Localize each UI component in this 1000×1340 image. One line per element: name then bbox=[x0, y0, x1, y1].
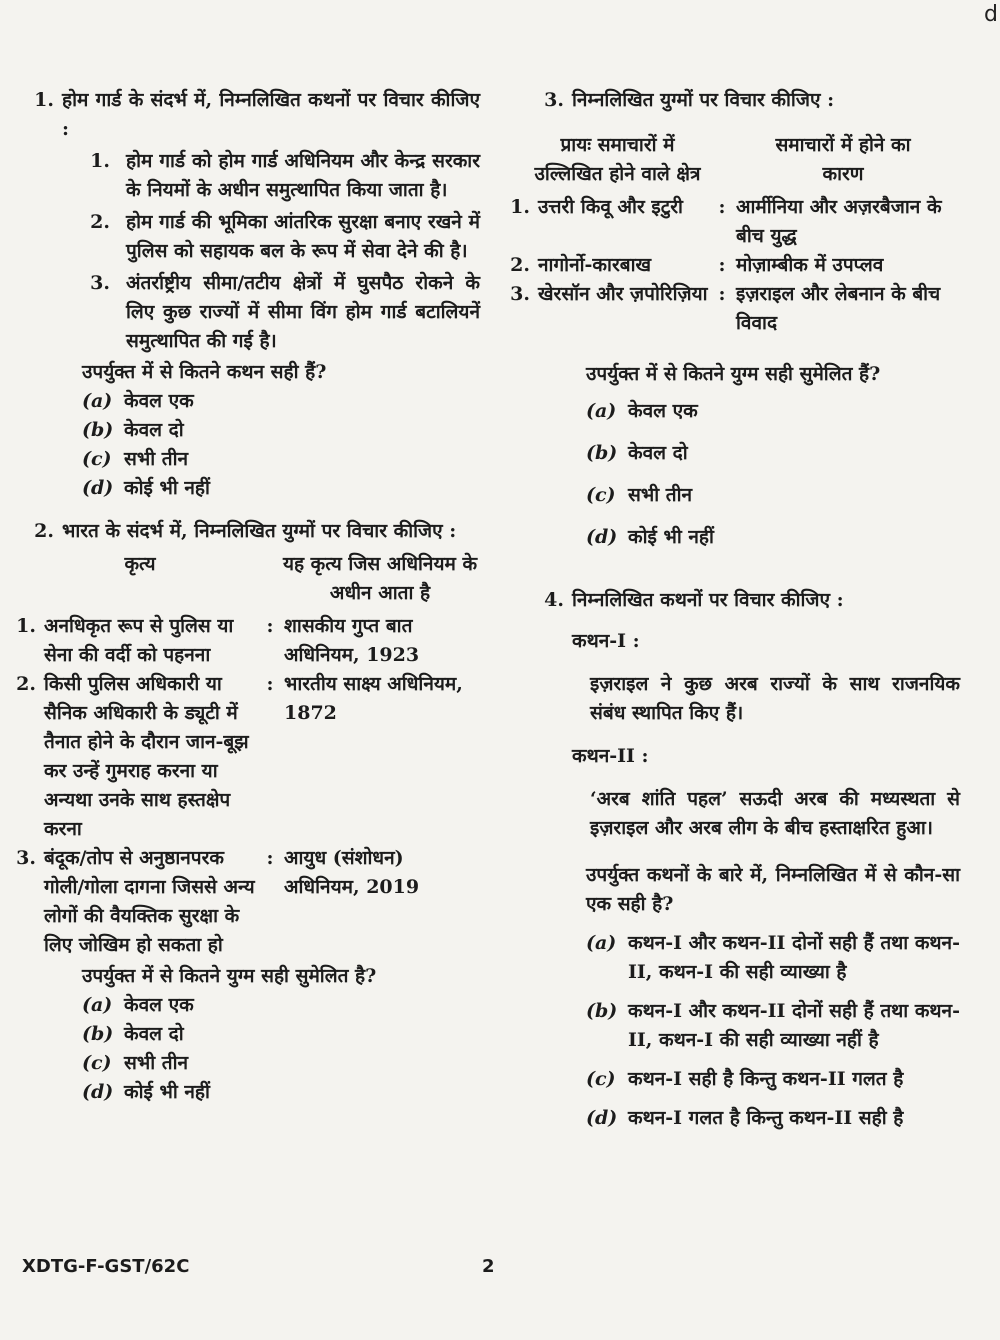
pair-act: अनधिकृत रूप से पुलिस या सेना की वर्दी को पहनना bbox=[44, 615, 234, 666]
question-number: 3. bbox=[544, 89, 564, 111]
option-b[interactable] bbox=[82, 416, 480, 445]
question-prompt: उपर्युक्त में से कितने कथन सही हैं? bbox=[82, 361, 327, 383]
option-label: (d) bbox=[82, 477, 114, 499]
pair-area: नागोर्नो-कारबाख bbox=[538, 254, 652, 276]
pair-reason: आर्मीनिया और अज़रबैजान के बीच युद्ध bbox=[736, 196, 942, 247]
option-d[interactable] bbox=[586, 523, 960, 552]
option-c[interactable] bbox=[82, 445, 480, 474]
question-1 bbox=[20, 86, 480, 503]
option-b[interactable] bbox=[586, 439, 960, 468]
column-header-area: प्रायः समाचारों में उल्लिखित होने वाले क्षेत्र bbox=[534, 134, 701, 185]
option-text: कथन-I गलत है किन्तु कथन-II सही है bbox=[628, 1107, 904, 1129]
pair-separator: : bbox=[718, 254, 726, 276]
pair-table-header bbox=[530, 131, 960, 189]
option-text: केवल एक bbox=[628, 400, 698, 422]
option-text: केवल दो bbox=[628, 442, 688, 464]
option-b[interactable] bbox=[82, 1020, 480, 1049]
pair-area: खेरसॉन और ज़पोरिज़िया bbox=[538, 283, 708, 305]
pair-law: भारतीय साक्ष्य अधिनियम, 1872 bbox=[284, 673, 463, 724]
option-label: (b) bbox=[586, 1000, 618, 1022]
option-a[interactable] bbox=[82, 991, 480, 1020]
pair-area: उत्तरी किवू और इटुरी bbox=[538, 196, 683, 218]
question-stem: निम्नलिखित कथनों पर विचार कीजिए : bbox=[572, 589, 844, 611]
statement-1-label: कथन-I : bbox=[572, 630, 640, 652]
pair-act: बंदूक/तोप से अनुष्ठानपरक गोली/गोला दागना जिससे अन्य लोगों की वैयक्तिक सुरक्षा के लिए जोखिम हो सकता हो bbox=[44, 847, 255, 956]
statement-number: 1. bbox=[90, 150, 110, 172]
pair-number: 2. bbox=[510, 254, 530, 276]
option-label: (d) bbox=[82, 1081, 114, 1103]
column-header-law: यह कृत्य जिस अधिनियम के अधीन आता है bbox=[282, 553, 478, 604]
pair-reason: इज़राइल और लेबनान के बीच विवाद bbox=[736, 283, 941, 334]
option-label: (a) bbox=[82, 390, 113, 412]
pair-row bbox=[2, 844, 480, 960]
pair-law: शासकीय गुप्त बात अधिनियम, 1923 bbox=[284, 615, 420, 666]
option-c[interactable] bbox=[586, 481, 960, 510]
statement bbox=[20, 269, 480, 356]
statement-1-text: इज़राइल ने कुछ अरब राज्यों के साथ राजनयिक संबंध स्थापित किए हैं। bbox=[590, 673, 960, 724]
pair-row bbox=[496, 251, 960, 280]
option-text: कोई भी नहीं bbox=[124, 477, 210, 499]
option-c[interactable] bbox=[586, 1065, 960, 1094]
statement bbox=[20, 147, 480, 205]
pair-number: 3. bbox=[510, 283, 530, 305]
option-label: (c) bbox=[82, 1052, 112, 1074]
pair-separator: : bbox=[266, 673, 274, 695]
question-3 bbox=[510, 86, 960, 552]
pair-number: 3. bbox=[16, 847, 36, 869]
pair-row bbox=[496, 280, 960, 338]
statement-2-text: ‘अरब शांति पहल’ सऊदी अरब की मध्यस्थता से इज़राइल और अरब लीग के बीच हस्ताक्षरित हुआ। bbox=[590, 788, 960, 839]
question-prompt: उपर्युक्त में से कितने युग्म सही सुमेलित हैं? bbox=[586, 363, 881, 385]
option-text: कथन-I और कथन-II दोनों सही हैं तथा कथन-II, कथन-I की सही व्याख्या नहीं है bbox=[628, 1000, 960, 1051]
option-text: केवल एक bbox=[124, 390, 194, 412]
pair-number: 1. bbox=[16, 615, 36, 637]
pair-separator: : bbox=[266, 615, 274, 637]
pair-row bbox=[2, 612, 480, 670]
option-label: (b) bbox=[586, 442, 618, 464]
pair-number: 2. bbox=[16, 673, 36, 695]
option-c[interactable] bbox=[82, 1049, 480, 1078]
option-text: कोई भी नहीं bbox=[124, 1081, 210, 1103]
option-text: कथन-I और कथन-II दोनों सही हैं तथा कथन-II, कथन-I की सही व्याख्या है bbox=[628, 932, 960, 983]
option-text: कथन-I सही है किन्तु कथन-II गलत है bbox=[628, 1068, 904, 1090]
option-label: (c) bbox=[586, 1068, 616, 1090]
pair-reason: मोज़ाम्बीक में उपप्लव bbox=[736, 254, 884, 276]
option-d[interactable] bbox=[82, 474, 480, 503]
option-text: केवल दो bbox=[124, 1023, 184, 1045]
statement-text: अंतर्राष्ट्रीय सीमा/तटीय क्षेत्रों में घुसपैठ रोकने के लिए कुछ राज्यों में सीमा विंग होम गार्ड बटालियनें समुत्थापित की गई है। bbox=[126, 272, 480, 352]
option-a[interactable] bbox=[586, 397, 960, 426]
option-label: (b) bbox=[82, 419, 114, 441]
pair-separator: : bbox=[718, 196, 726, 218]
option-d[interactable] bbox=[82, 1078, 480, 1107]
column-header-reason: समाचारों में होने का कारण bbox=[775, 134, 911, 185]
pair-row bbox=[496, 193, 960, 251]
left-column bbox=[16, 86, 480, 1107]
option-label: (c) bbox=[82, 448, 112, 470]
question-number: 4. bbox=[544, 589, 564, 611]
question-number: 1. bbox=[34, 89, 54, 111]
option-text: केवल एक bbox=[124, 994, 194, 1016]
option-text: कोई भी नहीं bbox=[628, 526, 714, 548]
option-text: सभी तीन bbox=[124, 448, 189, 470]
statement-2-label: कथन-II : bbox=[572, 745, 649, 767]
option-label: (d) bbox=[586, 1107, 618, 1129]
pair-row bbox=[2, 670, 480, 844]
paper-code: XDTG-F-GST/62C bbox=[22, 1256, 190, 1277]
column-header-act: कृत्य bbox=[124, 553, 156, 575]
question-number: 2. bbox=[34, 520, 54, 542]
question-stem: होम गार्ड के संदर्भ में, निम्नलिखित कथनों पर विचार कीजिए : bbox=[62, 89, 480, 140]
pair-separator: : bbox=[266, 847, 274, 869]
statement-text: होम गार्ड की भूमिका आंतरिक सुरक्षा बनाए रखने में पुलिस को सहायक बल के रूप में सेवा देने की है। bbox=[126, 211, 480, 262]
option-label: (a) bbox=[586, 932, 617, 954]
option-text: सभी तीन bbox=[628, 484, 693, 506]
options-list bbox=[82, 991, 480, 1107]
statement-text: होम गार्ड को होम गार्ड अधिनियम और केन्द्र सरकार के नियमों के अधीन समुत्थापित किया जाता है। bbox=[126, 150, 480, 201]
pair-number: 1. bbox=[510, 196, 530, 218]
pair-law: आयुध (संशोधन) अधिनियम, 2019 bbox=[284, 847, 420, 898]
right-column bbox=[510, 86, 960, 1133]
question-4 bbox=[530, 586, 960, 1133]
option-label: (a) bbox=[586, 400, 617, 422]
option-text: सभी तीन bbox=[124, 1052, 189, 1074]
pair-separator: : bbox=[718, 283, 726, 305]
option-label: (c) bbox=[586, 484, 616, 506]
option-label: (a) bbox=[82, 994, 113, 1016]
question-prompt: उपर्युक्त कथनों के बारे में, निम्नलिखित में से कौन-सा एक सही है? bbox=[586, 864, 960, 915]
option-text: केवल दो bbox=[124, 419, 184, 441]
options-list bbox=[586, 397, 960, 552]
pair-table-header bbox=[20, 550, 480, 608]
statement-number: 2. bbox=[90, 211, 110, 233]
question-2 bbox=[16, 517, 480, 1107]
question-stem: भारत के संदर्भ में, निम्नलिखित युग्मों पर विचार कीजिए : bbox=[62, 520, 457, 542]
corner-mark: d bbox=[984, 2, 998, 27]
option-label: (b) bbox=[82, 1023, 114, 1045]
statement bbox=[20, 208, 480, 266]
options-list bbox=[82, 387, 480, 503]
question-prompt: उपर्युक्त में से कितने युग्म सही सुमेलित है? bbox=[82, 965, 377, 987]
option-d[interactable] bbox=[586, 1104, 960, 1133]
option-label: (d) bbox=[586, 526, 618, 548]
option-b[interactable] bbox=[586, 997, 960, 1055]
question-stem: निम्नलिखित युग्मों पर विचार कीजिए : bbox=[572, 89, 835, 111]
pair-act: किसी पुलिस अधिकारी या सैनिक अधिकारी के ड्यूटी में तैनात होने के दौरान जान-बूझ कर उन्हें गुमराह करना या अन्यथा उनके साथ हस्तक्षेप करना bbox=[44, 673, 249, 840]
option-a[interactable] bbox=[82, 387, 480, 416]
option-a[interactable] bbox=[586, 929, 960, 987]
options-list bbox=[586, 929, 960, 1133]
statement-number: 3. bbox=[90, 272, 110, 294]
page-number: 2 bbox=[482, 1256, 495, 1277]
